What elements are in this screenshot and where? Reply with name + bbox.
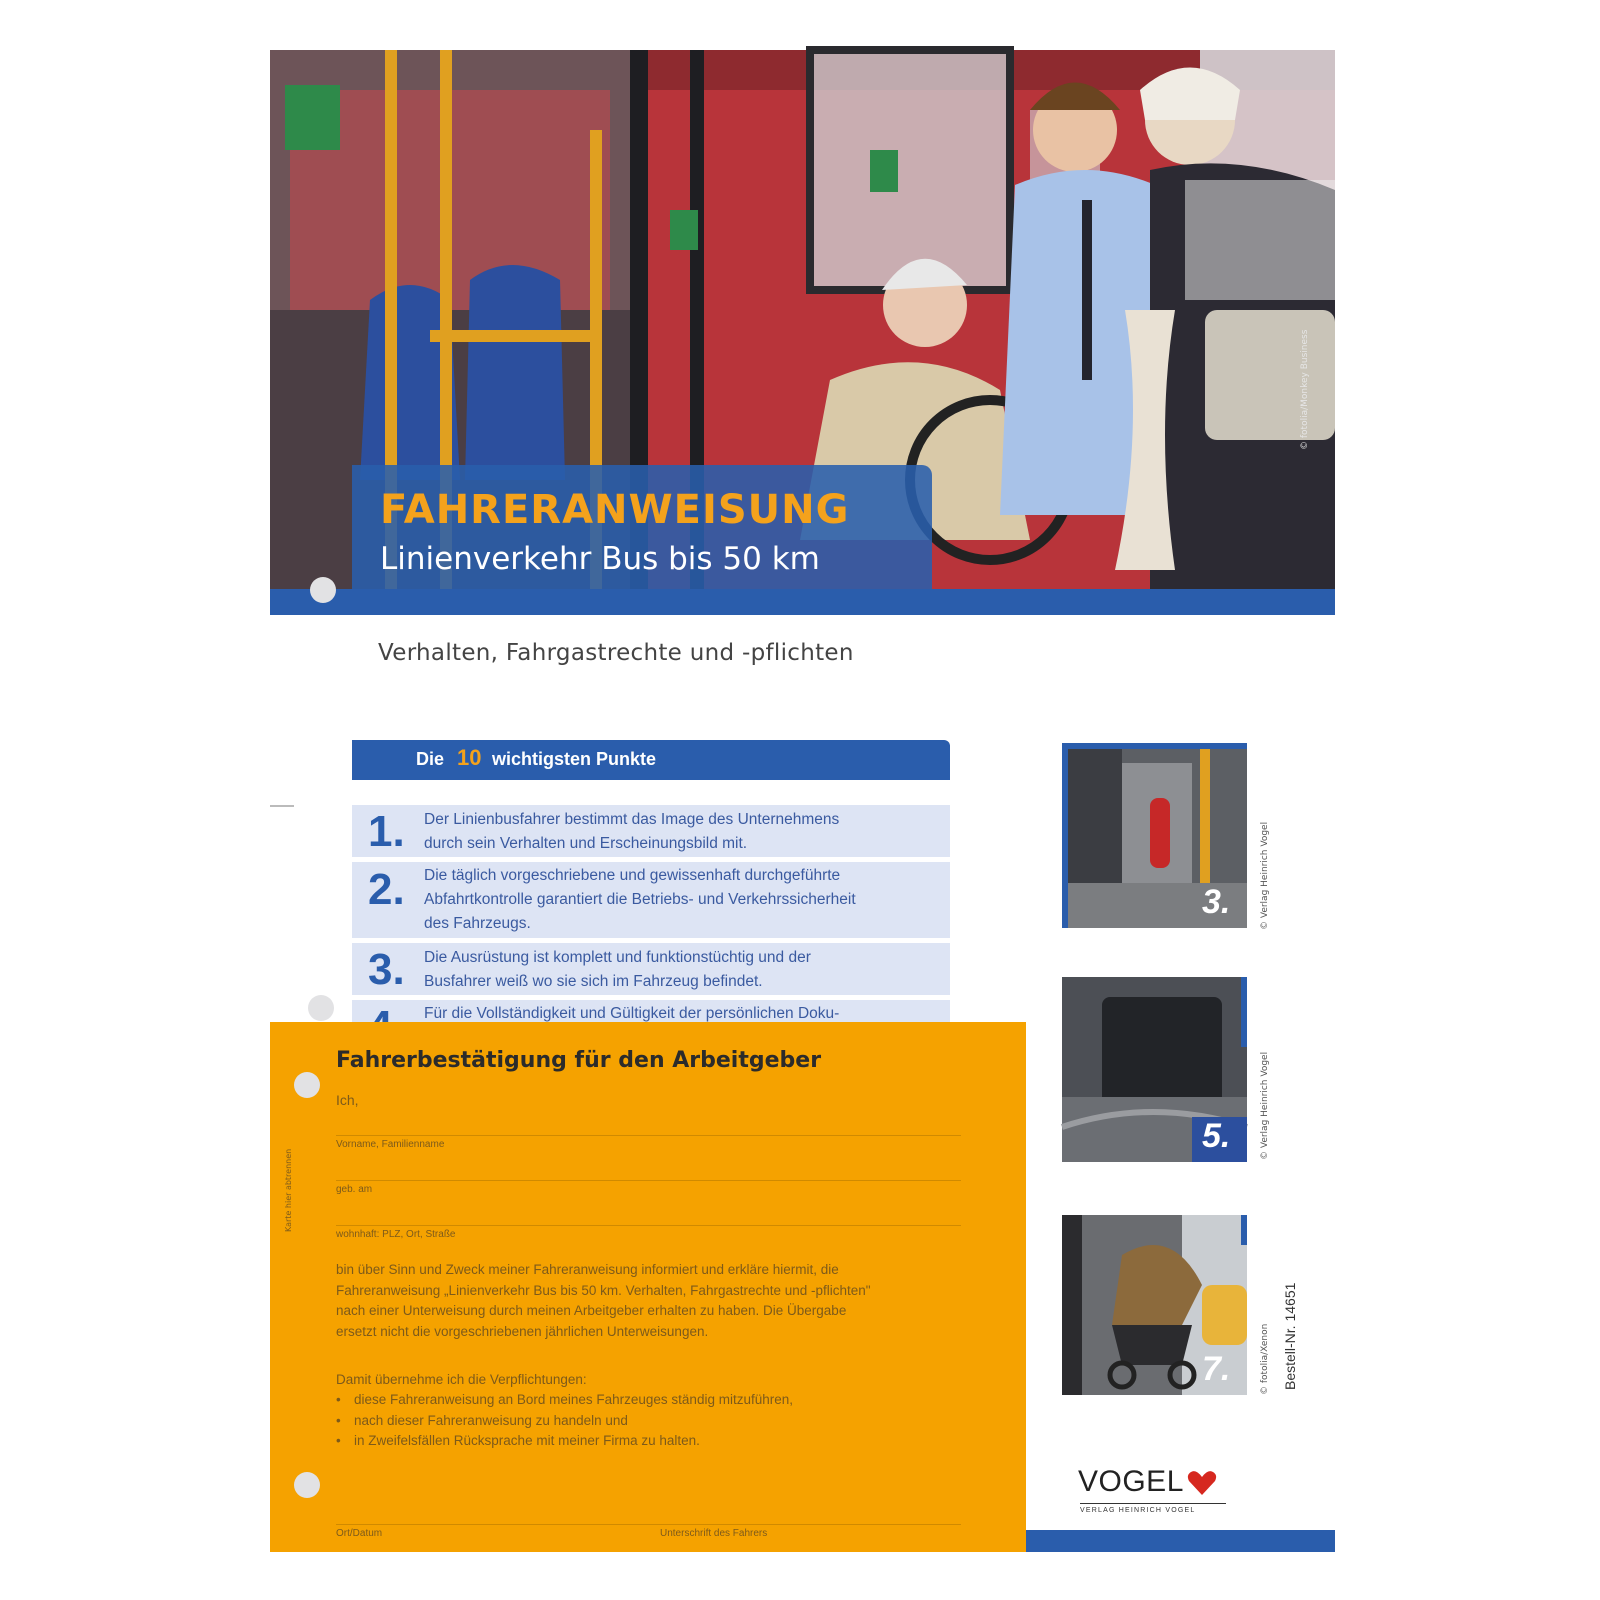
points-header xyxy=(352,740,950,780)
document-page xyxy=(270,50,1335,1552)
title-panel xyxy=(352,465,932,589)
point-text: Die Ausrüstung ist komplett und funktionstüchtig und der Busfahrer weiß wo sie sich im Fahrzeug befindet. xyxy=(424,949,811,990)
hero-bottom-bar xyxy=(270,589,1335,615)
thumbnail-equipment xyxy=(1062,743,1247,928)
point-number: 1. xyxy=(368,807,405,856)
birth-field-line[interactable] xyxy=(336,1180,961,1181)
logo-divider xyxy=(1080,1503,1226,1504)
photo-credit: © fotolia/Monkey Business xyxy=(1300,329,1310,450)
footer-bar xyxy=(1026,1530,1335,1552)
hero-photo xyxy=(270,50,1335,615)
point-item xyxy=(352,943,950,995)
thumbnail-credit: © fotolia/Xenon xyxy=(1260,1323,1270,1395)
thumbnail-number: 3. xyxy=(1202,883,1231,921)
thumbnail-luggage xyxy=(1062,977,1247,1162)
points-header-suffix: wichtigsten Punkte xyxy=(492,749,657,769)
logo-wordmark: VOGEL xyxy=(1078,1465,1184,1498)
name-field-label: Vorname, Familienname xyxy=(336,1139,445,1150)
page-subtitle: Linienverkehr Bus bis 50 km xyxy=(380,541,820,577)
punch-hole xyxy=(294,1472,320,1498)
point-text: Die täglich vorgeschriebene und gewissenhaft durchgeführte Abfahrtkontrolle garantiert die Betriebs- und Verkehrssicherheit des Fahrzeugs. xyxy=(424,867,856,932)
point-number: 3. xyxy=(368,945,405,994)
place-date-label: Ort/Datum xyxy=(336,1528,383,1539)
thumbnail-credit: © Verlag Heinrich Vogel xyxy=(1260,821,1270,930)
address-field-line[interactable] xyxy=(336,1225,961,1226)
punch-hole xyxy=(310,577,336,603)
point-item xyxy=(352,862,950,938)
point-item xyxy=(352,1000,950,1022)
order-number: Bestell-Nr. 14651 xyxy=(1282,1282,1298,1390)
point-text: Für die Vollständigkeit und Gültigkeit der persönlichen Doku- xyxy=(424,1005,840,1022)
signature-line[interactable] xyxy=(336,1524,961,1525)
vogel-logo xyxy=(1078,1465,1228,1515)
thumbnail-credit: © Verlag Heinrich Vogel xyxy=(1260,1051,1270,1160)
punch-hole xyxy=(308,995,334,1021)
punch-hole xyxy=(294,1072,320,1098)
point-text: Der Linienbusfahrer bestimmt das Image des Unternehmens durch sein Verhalten und Erscheinungsbild mit. xyxy=(424,811,840,852)
signature-label: Unterschrift des Fahrers xyxy=(660,1528,768,1539)
obligations-intro: Damit übernehme ich die Verpflichtungen: xyxy=(336,1372,587,1387)
points-header-number: 10 xyxy=(457,745,482,770)
name-field-line[interactable] xyxy=(336,1135,961,1136)
form-statement: bin über Sinn und Zweck meiner Fahreranweisung informiert und erkläre hiermit, die Fahreranweisung „Linienverkehr Bus bis 50 km. Verhalten, Fahrgastrechte und -pflichten" nach einer Unterweisung durch meinen Arbeitgeber erhalten zu haben. Die Übergabe ersetzt nicht die vorgeschriebenen jährlichen Unterweisungen. xyxy=(336,1262,871,1339)
obligations-list: • diese Fahreranweisung an Bord meines Fahrzeuges ständig mitzuführen, • nach dieser Fahreranweisung zu handeln und • in Zweifelsfällen Rücksprache mit meiner Firma zu halten. xyxy=(336,1392,793,1448)
thumbnail-stroller xyxy=(1062,1215,1247,1395)
form-greeting: Ich, xyxy=(336,1092,359,1108)
tagline: Verhalten, Fahrgastrechte und -pflichten xyxy=(378,640,854,666)
thumbnail-number: 7. xyxy=(1202,1350,1231,1388)
form-title: Fahrerbestätigung für den Arbeitgeber xyxy=(336,1048,822,1073)
thumbnail-number: 5. xyxy=(1202,1117,1231,1155)
driver-confirmation-form xyxy=(270,1022,1026,1552)
fold-mark xyxy=(270,805,294,807)
heart-icon xyxy=(1186,1469,1218,1497)
point-item xyxy=(352,805,950,857)
cut-here-note: Karte hier abtrennen xyxy=(284,1148,293,1232)
birth-field-label: geb. am xyxy=(336,1184,373,1195)
address-field-label: wohnhaft: PLZ, Ort, Straße xyxy=(336,1229,456,1240)
page-title: FAHRERANWEISUNG xyxy=(380,487,850,533)
logo-tagline: VERLAG HEINRICH VOGEL xyxy=(1080,1507,1196,1514)
points-header-prefix: Die xyxy=(416,749,445,769)
point-number: 2. xyxy=(368,865,405,914)
